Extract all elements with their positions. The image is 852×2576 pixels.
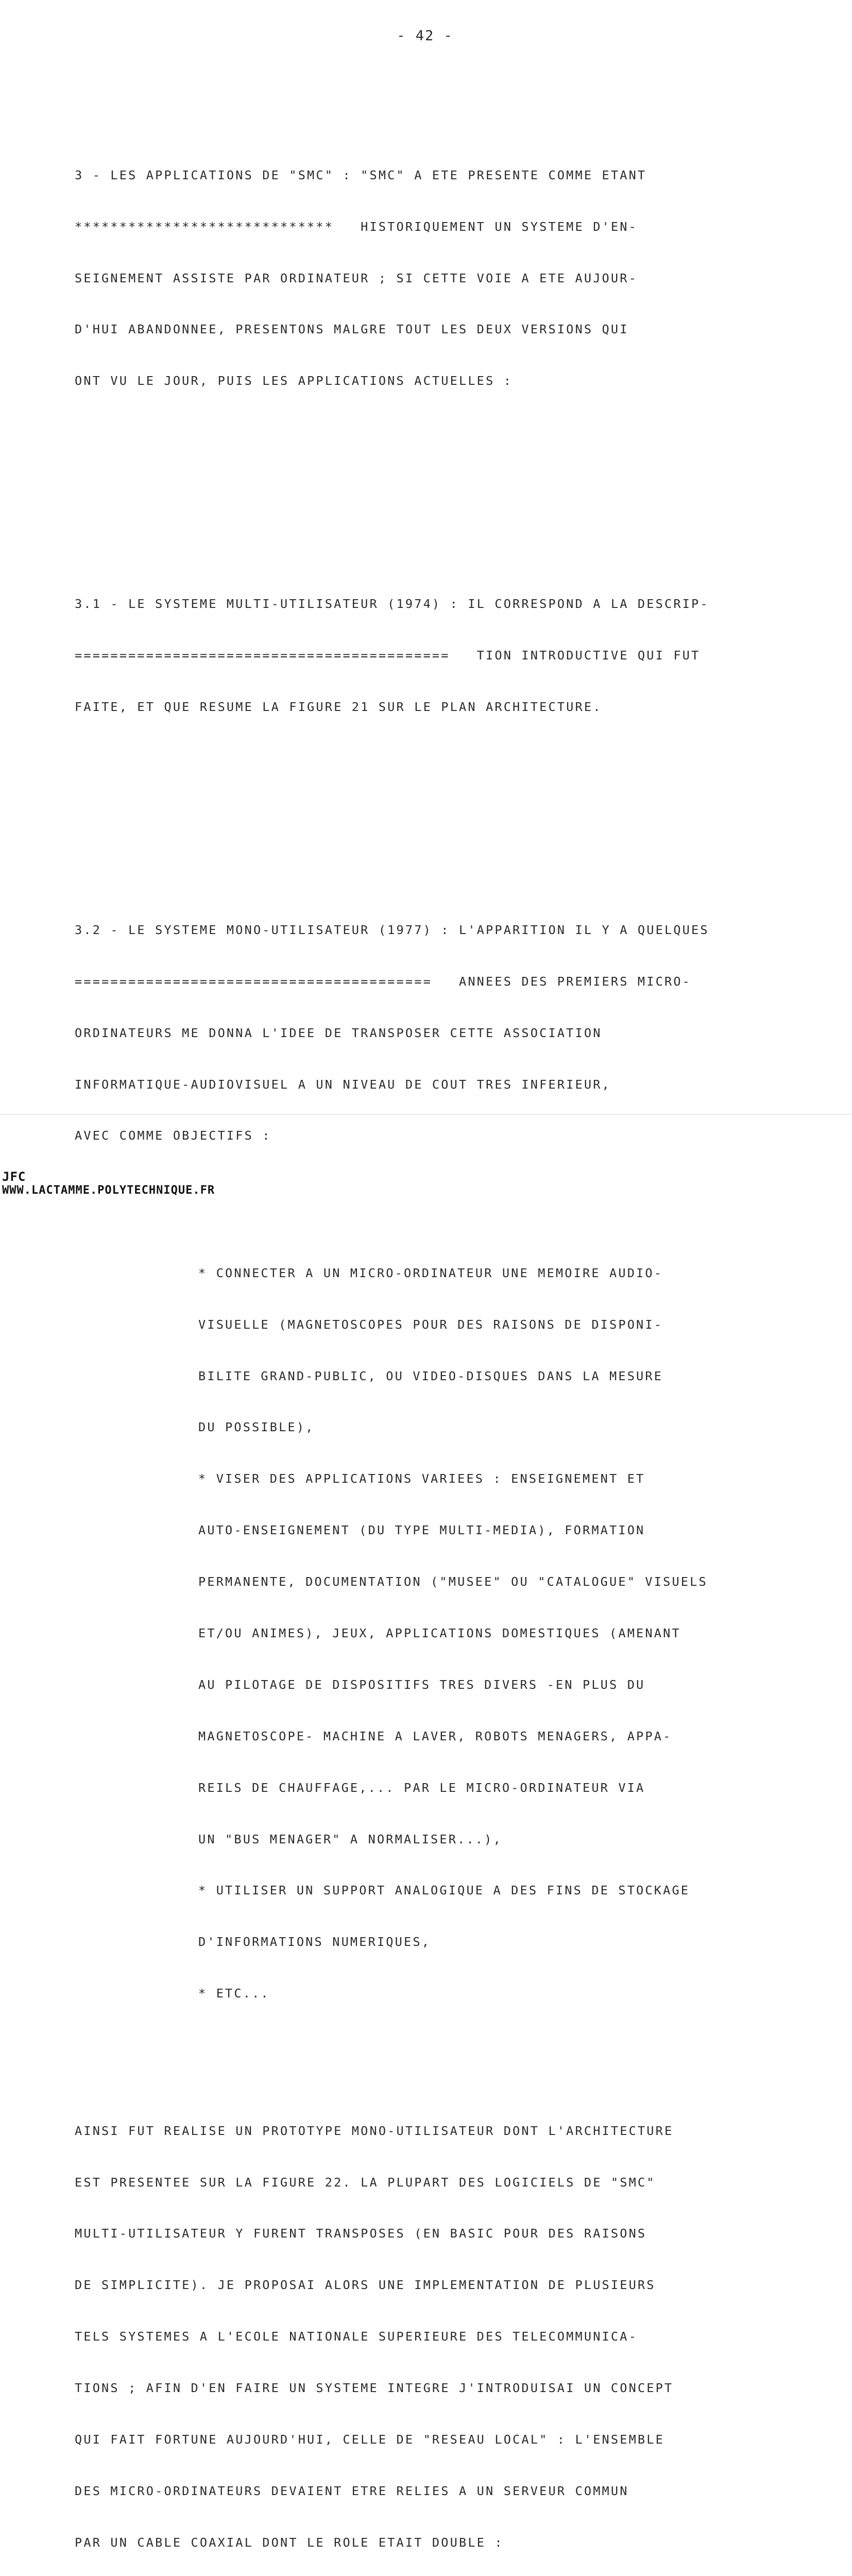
- text-line: MULTI-UTILISATEUR Y FURENT TRANSPOSES (EN BASIC POUR DES RAISONS: [75, 2226, 647, 2241]
- paragraph-spacer: [75, 802, 816, 819]
- list-item: * ETC...: [198, 1986, 270, 2001]
- section-3-1-paragraph: [75, 562, 816, 750]
- text-line: ORDINATEURS ME DONNA L'IDEE DE TRANSPOSER CETTE ASSOCIATION: [75, 1025, 602, 1040]
- list-item: DU POSSIBLE),: [198, 1420, 315, 1435]
- section-3-1-heading-line: 3.1 - LE SYSTEME MULTI-UTILISATEUR (1974) : IL CORRESPOND A LA DESCRIP-: [75, 597, 709, 612]
- page-edge-divider: [0, 1114, 852, 1115]
- text-line: D'HUI ABANDONNEE, PRESENTONS MALGRE TOUT LES DEUX VERSIONS QUI: [75, 322, 629, 337]
- text-line: QUI FAIT FORTUNE AUJOURD'HUI, CELLE DE "RESEAU LOCAL" : L'ENSEMBLE: [75, 2432, 664, 2447]
- document-body: [75, 64, 816, 2576]
- section-3-1-underline-line: ========================================== TION INTRODUCTIVE QUI FUT: [75, 648, 701, 663]
- section-3-heading-line: 3 - LES APPLICATIONS DE "SMC" : "SMC" A ETE PRESENTE COMME ETANT: [75, 167, 647, 182]
- list-item: * CONNECTER A UN MICRO-ORDINATEUR UNE MEMOIRE AUDIO-: [198, 1265, 663, 1280]
- watermark-url[interactable]: WWW.LACTAMME.POLYTECHNIQUE.FR: [2, 1184, 215, 1197]
- text-line: DES MICRO-ORDINATEURS DEVAIENT ETRE RELIES A UN SERVEUR COMMUN: [75, 2483, 629, 2498]
- list-item: D'INFORMATIONS NUMERIQUES,: [198, 1935, 431, 1950]
- text-line: ONT VU LE JOUR, PUIS LES APPLICATIONS ACTUELLES :: [75, 374, 513, 388]
- section-3-2-heading-line: 3.2 - LE SYSTEME MONO-UTILISATEUR (1977) : L'APPARITION IL Y A QUELQUES: [75, 922, 709, 937]
- section-3-paragraph: [75, 132, 816, 424]
- section-3-underline-line: ***************************** HISTORIQUEMENT UN SYSTEME D'EN-: [75, 219, 638, 234]
- text-line: AVEC COMME OBJECTIFS :: [75, 1128, 271, 1143]
- list-item: PERMANENTE, DOCUMENTATION ("MUSEE" OU "CATALOGUE" VISUELS: [198, 1574, 708, 1589]
- text-line: FAITE, ET QUE RESUME LA FIGURE 21 SUR LE PLAN ARCHITECTURE.: [75, 699, 602, 714]
- page-number: - 42 -: [397, 28, 453, 44]
- list-item: * UTILISER UN SUPPORT ANALOGIQUE A DES FINS DE STOCKAGE: [198, 1883, 690, 1898]
- text-line: AINSI FUT REALISE UN PROTOTYPE MONO-UTILISATEUR DONT L'ARCHITECTURE: [75, 2123, 674, 2138]
- text-line: INFORMATIQUE-AUDIOVISUEL A UN NIVEAU DE COUT TRES INFERIEUR,: [75, 1077, 611, 1092]
- list-item: ET/OU ANIMES), JEUX, APPLICATIONS DOMESTIQUES (AMENANT: [198, 1626, 681, 1641]
- list-item: BILITE GRAND-PUBLIC, OU VIDEO-DISQUES DANS LA MESURE: [198, 1368, 663, 1383]
- list-item: MAGNETOSCOPE- MACHINE A LAVER, ROBOTS MENAGERS, APPA-: [198, 1728, 672, 1743]
- list-item: * VISER DES APPLICATIONS VARIEES : ENSEIGNEMENT ET: [198, 1471, 645, 1486]
- text-line: TIONS ; AFIN D'EN FAIRE UN SYSTEME INTEGRE J'INTRODUISAI UN CONCEPT: [75, 2381, 674, 2396]
- objectives-list: [75, 1230, 816, 2037]
- text-line: DE SIMPLICITE). JE PROPOSAI ALORS UNE IMPLEMENTATION DE PLUSIEURS: [75, 2278, 656, 2293]
- list-item: AU PILOTAGE DE DISPOSITIFS TRES DIVERS -EN PLUS DU: [198, 1677, 645, 1692]
- list-item: AUTO-ENSEIGNEMENT (DU TYPE MULTI-MEDIA), FORMATION: [198, 1523, 645, 1538]
- paragraph-spacer: [75, 476, 816, 493]
- watermark-logo: JFC: [2, 1170, 26, 1184]
- section-3-2-paragraph: [75, 887, 816, 1179]
- prototype-paragraph: [75, 2088, 816, 2576]
- text-line: PAR UN CABLE COAXIAL DONT LE ROLE ETAIT DOUBLE :: [75, 2535, 504, 2550]
- text-line: SEIGNEMENT ASSISTE PAR ORDINATEUR ; SI CETTE VOIE A ETE AUJOUR-: [75, 270, 638, 285]
- list-item: REILS DE CHAUFFAGE,... PAR LE MICRO-ORDINATEUR VIA: [198, 1780, 645, 1795]
- watermark: [2, 1171, 215, 1196]
- list-item: VISUELLE (MAGNETOSCOPES POUR DES RAISONS DE DISPONI-: [198, 1317, 663, 1332]
- list-item: UN "BUS MENAGER" A NORMALISER...),: [198, 1832, 502, 1846]
- text-line: EST PRESENTEE SUR LA FIGURE 22. LA PLUPART DES LOGICIELS DE "SMC": [75, 2175, 656, 2190]
- section-3-2-underline-line: ======================================== ANNEES DES PREMIERS MICRO-: [75, 974, 692, 989]
- text-line: TELS SYSTEMES A L'ECOLE NATIONALE SUPERIEURE DES TELECOMMUNICA-: [75, 2329, 638, 2344]
